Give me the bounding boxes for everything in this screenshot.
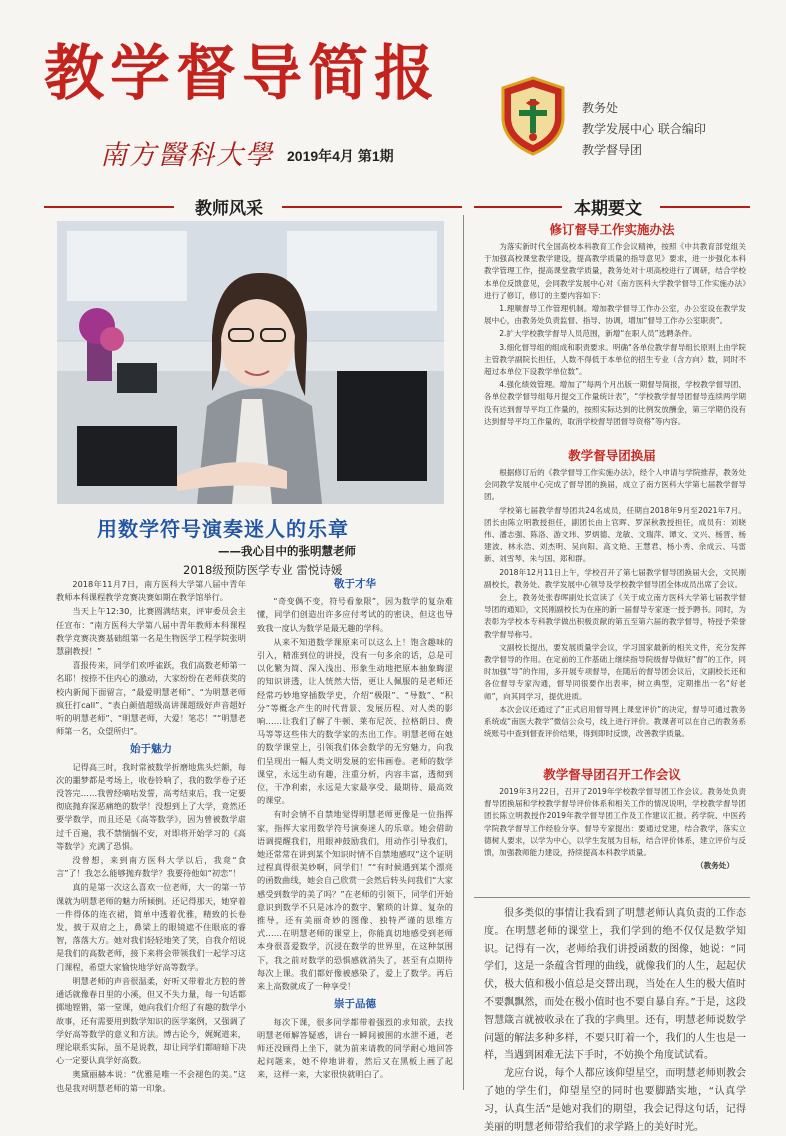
article-title: 用数学符号演奏迷人的乐章 <box>97 517 349 541</box>
paragraph: 4.强化绩效管理。增加了“每两个月出版一期督导简报，学校教学督导团、各单位教学督导组每月提交工作量统计表”，“学校教学督导团督导连续两学期没有达到督导平均工作量的，按照实际达到的比例发放酬金，第三学期仍没有达到督导平均工作量的，取消学校督导团督导资格”等内容。 <box>484 380 746 426</box>
paragraph: 2018年11月7日，南方医科大学第八届中青年教师本科课程教学竞赛决赛如期在教学馆举行。 <box>56 579 246 603</box>
paragraph: 根据修订后的《教学督导工作实施办法》，经个人申请与学院推荐，教务处会同教学发展中心完成了督导团的换届，成立了南方医科大学第七届教学督导团。 <box>484 468 746 502</box>
paragraph: 学校第七届教学督导团共24名成员，任期自2018年9月至2021年7月。团长由陈立明教授担任，副团长由上官晖、罗深秋教授担任，成员有：刘晓伟、潘志强、陈洛、游文玮、罗炳德、龙敏、文瑞萍、谭文、文兴、杨晋、杨建波、林永浩、刘杰明、吴向阳、高文艳、王慧君、杨小秀、余成云、马雷新、刘雪琴、朱与国、郑和群。 <box>484 505 746 564</box>
paragraph: 1.理顺督导工作管理机制。增加教学督导工作办公室，办公室设在教学发展中心，由教务处负责监督、指导、协调，增加“督导工作办公室职责”。 <box>484 304 746 326</box>
article-2-title: 教学督导团换届 <box>568 448 656 463</box>
article-3-signature: （教务处） <box>696 861 734 871</box>
subsection-heading: 敬于才华 <box>334 578 376 590</box>
paragraph: 记得高三时，我时常被数学折磨地焦头烂额，每次的噩梦都是考场上，收卷铃响了，我的数学卷子还没答完……我曾经嘀咕发誓，高考结束后，我一定要彻底抛弃深恶痛绝的数学！没想到上了大学，竟然还要学数学，而且还是《高等数学》，因为曾被数学虐过千百遍，我不禁惴惴不安，对即将开始学习的《高等数学》充满了恐惧。 <box>56 761 246 851</box>
column-divider <box>463 215 464 1090</box>
editor-line-2: 教学发展中心 联合编印 <box>582 122 706 136</box>
article-2-body <box>484 467 746 763</box>
paragraph: 3.细化督导组的组成和职责要求。明确“各单位教学督导组长原则上由学院主管教学副院长担任，人数不得低于本单位的招生专业（含方向）数，同时不超过本单位下设教学单位数”。 <box>484 342 746 377</box>
article-byline: 2018级预防医学专业 雷悦诗媛 <box>183 563 343 577</box>
issue-date: 2019年4月 第1期 <box>287 148 394 164</box>
left-heading-rule-left <box>44 206 174 208</box>
left-section-heading: 教师风采 <box>195 199 263 219</box>
subsection-heading: 始于魅力 <box>130 743 172 756</box>
left-heading-rule-right <box>282 206 462 208</box>
paragraph: 2019年3月22日，召开了2019年学校教学督导团工作会议。教务处负责督导团换届和学校教学督导评价体系和相关工作的情况说明，学校教学督导团团长陈立明教授作2019年教学督导团工作及工作建议汇报。药学院、中医药学院教学督导工作经验分享。督导专家提出：要通过党建，结合教学，落实立德树人要求，以学为中心，以学生发展为目标，结合评价体系，建立评价与反馈，加强教师能力建设，持续提高本科教学质量。 <box>484 787 746 858</box>
university-emblem-icon <box>497 75 569 157</box>
paragraph: 有时会情不自禁地觉得明慧老师更像是一位指挥家，指挥大家用数学符号演奏迷人的乐章。她会借助语调提醒我们，用眼神鼓励我们，用动作引导我们，她还常常在讲到某个知识时情不自禁地感叹“这个证明过程真得很美妙啊，同学们！”“有时候遇到某个漂亮的函数曲线，她会自己欣赏一会然后转头问我们“大家感受到数学的美了吗？”在老师的引领下，同学们开始意识到数学不只是冰冷的数字、繁琐的计算、复杂的推导，还有美丽奇妙的图像、独特严谨的思维方式……在明慧老师的课堂上，你能真切地感受到老师本身很喜爱数学，沉浸在数学的世界里，在这种氛围下，我之前对数学的恐惧感就消失了，甚至有点期待每次上课。我们都好像被感染了，爱上了数学。再后来上高数就成了一种享受！ <box>257 809 453 992</box>
paragraph: 文副校长提出，要发展质量学会议，学习国家最新的相关文件，充分发挥教学督导的作用。在定前的工作基础上继续指导院级督导做好“督”的工作，同时加强“导”的作用，多开展专项督导，在随后的督导团会议后，文副校长还和各位督导专家沟通，督导同很要作出表率，树立典型，定期推出一名“好老师”，向其同学习，提优进质。 <box>484 642 746 701</box>
bottom-divider <box>474 897 750 898</box>
paragraph: 每次下课，很多同学都带着强烈的求知欲，去找明慧老师解答疑惑，讲台一瞬间被围的水泄不通，老师还没顾得上坐下，就为前来请教的同学耐心地回答起问题来，她不停地讲着，然后又在黑板上画了起来，这样一来，大家很快就明白了。 <box>257 1016 453 1080</box>
paragraph: 龙应台说，每个人都应该仰望星空，而明慧老师则教会了她的学生们，仰望星空的同时也要脚踏实地，“认真学习，认真生活”是她对我们的期望，我会记得这句话，记得美丽的明慧老师带给我们的求学路上的美好时光。 <box>484 1068 746 1133</box>
article-1-title: 修订督导工作实施办法 <box>549 222 675 237</box>
article-1-body <box>484 241 746 437</box>
paragraph: 喜报传来，同学们欢呼雀跃，我们高数老师第一名耶！按捺不住内心的激动，大家纷纷在老师获奖的校内新闻下面留言，“最爱明慧老师”、“为明慧老师疯狂打call”、“表白颜值超级高讲课超级好声音超好听的明慧老师”、“明慧老师，大爱！笔芯！”“明慧老师第一名，众望所归”。 <box>56 660 246 737</box>
teacher-photo <box>57 221 444 504</box>
right-section-heading: 本期要文 <box>574 199 642 219</box>
paragraph: “奇变偶不变，符号看象限”，因为数学的复杂难懂，同学们创造出许多应付考试的的密诀，但这也导致我一度认为数学是最无趣的学科。 <box>257 596 453 633</box>
article-3-body <box>484 786 746 890</box>
article-column-1 <box>56 578 246 1093</box>
paragraph: 没曾想，来到南方医科大学以后，我竟“食言”了！我怎么能够抛弃数学？我要待他如“初恋”！ <box>56 855 246 879</box>
paragraph: 为落实新时代全国高校本科教育工作会议精神，按照《中共教育部党组关于加强高校课堂教学建设，提高教学质量的指导意见》要求，进一步强化本科教学管理工作，提高课堂教学质量，教务处对十项高校进行了调研，结合学校本单位反馈意见，会同教学发展中心对《南方医科大学教学督导工作实施办法》进行了修订，修订的主要内容如下： <box>484 242 746 300</box>
newsletter-title: 教学督导简报 <box>44 39 440 109</box>
continuation-column <box>484 905 746 1133</box>
paragraph: 当天上午12:30，比赛圆满结束，评审委员会主任宣布：“南方医科大学第八届中青年教师本科课程教学竞赛决赛基础组第一名是生物医学工程学院张明慧副教授！” <box>56 606 246 657</box>
paragraph: 很多类似的事情让我看到了明慧老师认真负责的工作态度。在明慧老师的课堂上，我们学到的绝不仅仅是数学知识。记得有一次，老师给我们讲授函数的图像，她说：“同学们，这是一条蕴含哲理的曲线，就像我们的人生，起起伏伏，极大值和极小值总是交替出现，当处在人生的极大值时不要飘飘然，而处在极小值时也不要自暴自弃。”于是，这段智慧箴言就被收录在了我的字典里。还有，明慧老师说数学问题的解法多种多样，不要只盯着一个，我们的人生也是一样，当遇到困难无法下手时，不妨换个角度试试看。 <box>484 908 746 1062</box>
paragraph: 2018年12月11日上午，学校召开了第七届教学督导团换届大会，文民刚副校长，教务处、教学发展中心领导及学校教学督导团全体成员出席了会议。 <box>484 567 746 589</box>
article-3-title: 教学督导团召开工作会议 <box>543 767 681 782</box>
article-column-2 <box>257 578 453 1090</box>
editors-block <box>582 98 706 161</box>
right-heading-rule-left <box>474 206 562 208</box>
university-signature: 南方醫科大學 <box>100 140 274 171</box>
paragraph: 本次会议还通过了“正式启用督导网上课堂评价”的决定，督导可通过教务系统或“南医大教学”微信公众号，线上进行评价。教课者可以在自己的教务系统账号中查到督查评价结果，得到即时反馈，改善教学质量。 <box>484 704 746 739</box>
editor-line-1: 教务处 <box>582 101 619 115</box>
paragraph: 奥黛丽赫本说：“优雅是唯一不会褪色的美。”这也是我对明慧老师的第一印象。 <box>56 1069 246 1093</box>
paragraph: 真的是第一次这么喜欢一位老师，大一的第一节课就为明慧老师的魅力所倾倒。还记得那天，她穿着一件得体的连衣裙，简单中透着优雅，精致的长卷发，披于双肩之上，鼻梁上的眼镜遮不住眼底的睿智，落落大方。她对我们轻轻地笑了笑，自我介绍说是我们的高数老师，接下来将会带领我们一起学习这门课程，希望大家愉快地学好高等数学。 <box>56 882 246 972</box>
paragraph: 从来不知道数学课原来可以这么上！饱含趣味的引入，精准到位的讲授，没有一句多余的话，总是可以化繁为简、深入浅出、形象生动地把原本抽象晦涩的知识讲透，让人恍然大悟，更让人佩服的是老师还经常巧妙地穿插数学史，介绍“极限”、“导数”、“积分”等概念产生的时代背景、发展历程、对人类的影响……让我们了解了牛顿、莱布尼茨、拉格朗日、费马等等这些伟大的数学家的杰出工作。明慧老师在她的数学课堂上，引领我们体会数学的无穷魅力，向我们呈现出一幅人类文明发展的宏伟画卷。老师的数学课堂，永远生动有趣，注重分析，内容丰富，透彻到位，干净利索，永远是大家最享受、最期待、最高效的课堂。 <box>257 636 453 806</box>
article-subtitle: ——我心目中的张明慧老师 <box>218 544 356 558</box>
right-heading-rule-right <box>660 206 750 208</box>
paragraph: 会上，教务处张春晖副处长宣读了《关于成立南方医科大学第七届教学督导团的通知》，文民刚副校长为在座的新一届督导专家逐一授予聘书。同时，为表彰为学校本专科教学做出积极贡献的第五至第六届的教学督导，特授予荣誉教学督导称号。 <box>484 593 746 639</box>
editor-line-3: 教学督导团 <box>582 143 643 157</box>
paragraph: 2.扩大学校教学督导人员范围，新增“在职人员”选聘条件。 <box>499 329 697 339</box>
subsection-heading: 崇于品德 <box>334 998 376 1011</box>
paragraph: 明慧老师的声音很温柔，好听又带着北方腔的普通话就像春日里的小溪，但又不失力量，每一句话都掷地铿锵，第一堂课，她向我们介绍了有趣的数学小故事，还有需要用到数学知识的医学案例，又强调了学好高等数学的意义和方法。博古论今，娓娓道来，理论联系实际，虽不是说教，却让同学们都暗暗下决心一定要认真学好高数。 <box>56 975 246 1066</box>
